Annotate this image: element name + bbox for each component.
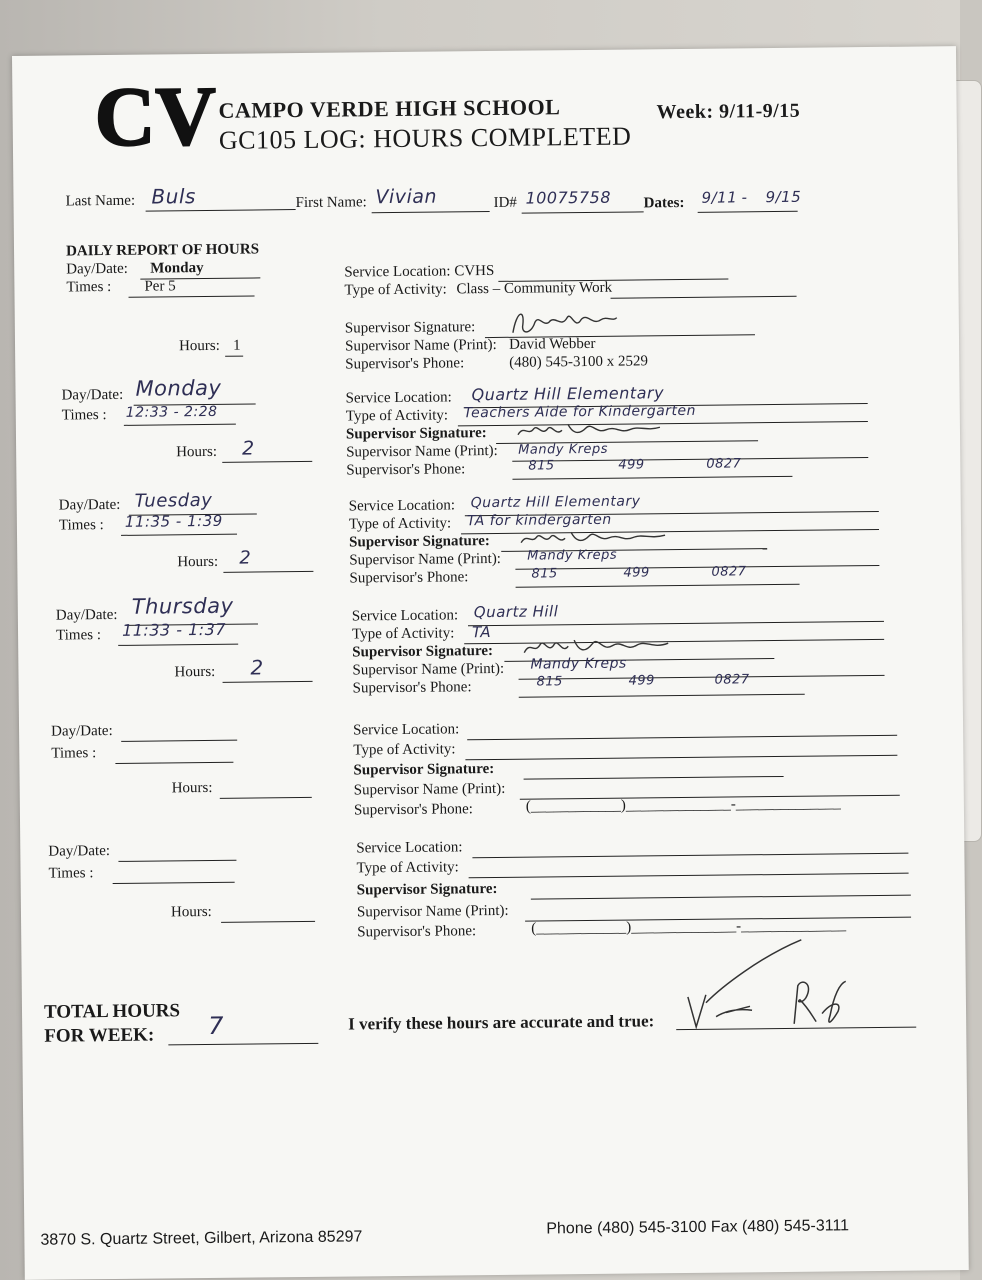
phone-area: 815 [531, 566, 558, 582]
date-from: 9/11 [701, 188, 738, 207]
supervisor-signature-label: Supervisor Signature: [356, 880, 498, 899]
supervisor-phone-label: Supervisor's Phone: [352, 679, 472, 697]
day-value: Monday [150, 260, 204, 277]
activity-label: Type of Activity: [356, 859, 459, 877]
supervisor-name-label: Supervisor Name (Print): [352, 660, 505, 679]
last-name-label: Last Name: [65, 192, 136, 210]
times-value: 12:33 - 2:28 [125, 403, 218, 421]
service-location-label: Service Location: [344, 263, 451, 281]
footer-address: 3870 S. Quartz Street, Gilbert, Arizona 85297 [40, 1228, 363, 1249]
student-signature [681, 935, 852, 1033]
phone-template: (____________)______________-______________ [531, 917, 847, 937]
times-label: Times : [51, 745, 97, 762]
supervisor-signature [509, 304, 619, 339]
supervisor-signature-label: Supervisor Signature: [349, 533, 490, 551]
service-location-value: Quartz Hill Elementary [470, 493, 641, 512]
hours-label: Hours: [177, 553, 219, 571]
times-label: Times : [55, 627, 102, 644]
phone-prefix: 499 [628, 673, 655, 689]
day-value: Tuesday [134, 489, 213, 512]
day-value: Thursday [131, 593, 234, 619]
day-date-label: Day/Date: [58, 496, 121, 514]
phone-area: 815 [536, 674, 563, 690]
activity-value: Teachers Aide for Kindergarten [463, 402, 697, 422]
service-location-label: Service Location: [348, 497, 456, 515]
supervisor-signature-label: Supervisor Signature: [352, 642, 494, 661]
service-location-value: Quartz Hill [473, 602, 559, 622]
service-location-value: CVHS [454, 262, 495, 280]
supervisor-signature-label: Supervisor Signature: [345, 425, 487, 443]
service-location-value: Quartz Hill Elementary [471, 383, 665, 405]
logo-text: CV [94, 69, 217, 165]
section-title: DAILY REPORT OF HOURS [65, 241, 260, 260]
week-label: Week: 9/11-9/15 [656, 99, 801, 124]
supervisor-signature-label: Supervisor Signature: [344, 319, 476, 337]
supervisor-name-value: Mandy Kreps [518, 441, 609, 458]
times-label: Times : [61, 407, 107, 424]
supervisor-name-label: Supervisor Name (Print): [344, 336, 497, 355]
phone-prefix: 499 [618, 457, 645, 473]
service-location-label: Service Location: [345, 389, 452, 407]
supervisor-phone-label: Supervisor's Phone: [346, 461, 466, 479]
activity-label: Type of Activity: [348, 515, 452, 533]
hours-label: Hours: [170, 903, 212, 921]
supervisor-name-value: Mandy Kreps [527, 547, 618, 564]
day-date-label: Day/Date: [48, 843, 111, 860]
activity-label: Type of Activity: [344, 281, 447, 299]
supervisor-name-value: David Webber [508, 335, 596, 353]
day-date-label: Day/Date: [55, 606, 118, 624]
first-name-label: First Name: [295, 194, 367, 212]
phone-template: (____________)______________-______________ [525, 795, 841, 815]
footer-phone-fax: Phone (480) 545-3100 Fax (480) 545-3111 [546, 1217, 850, 1238]
total-label-2: FOR WEEK: [44, 1024, 155, 1047]
activity-value: TA [471, 623, 492, 642]
hours-value: 2 [242, 437, 255, 460]
phone-line: 0827 [714, 672, 750, 688]
day-value: Monday [135, 375, 222, 401]
date-to: 9/15 [765, 187, 802, 207]
last-name-value: Buls [151, 184, 196, 209]
times-label: Times : [66, 278, 112, 296]
hours-label: Hours: [171, 779, 213, 797]
times-label: Times : [48, 865, 94, 882]
activity-label: Type of Activity: [353, 741, 456, 759]
times-value: 11:35 - 1:39 [124, 511, 223, 531]
supervisor-phone-label: Supervisor's Phone: [345, 355, 465, 373]
activity-label: Type of Activity: [345, 407, 449, 425]
phone-line: 0827 [706, 456, 742, 472]
activity-value: TA for kindergarten [466, 511, 612, 530]
hours-label: Hours: [174, 663, 216, 681]
day-date-label: Day/Date: [61, 386, 124, 404]
day-date-label: Day/Date: [66, 260, 128, 278]
supervisor-name-label: Supervisor Name (Print): [353, 780, 506, 799]
supervisor-name-label: Supervisor Name (Print): [349, 550, 502, 569]
first-name-value: Vivian [375, 185, 438, 209]
phone-area: 815 [528, 458, 555, 474]
supervisor-phone-label: Supervisor's Phone: [353, 801, 473, 819]
supervisor-signature [516, 419, 666, 443]
hours-value: 1 [232, 337, 241, 354]
supervisor-signature [519, 525, 669, 551]
times-label: Times : [58, 517, 104, 534]
phone-prefix: 499 [623, 565, 650, 581]
dates-label: Dates: [643, 194, 685, 212]
supervisor-phone-label: Supervisor's Phone: [357, 923, 477, 941]
supervisor-name-label: Supervisor Name (Print): [356, 902, 509, 921]
school-name: CAMPO VERDE HIGH SCHOOL [218, 94, 561, 123]
times-value: 11:33 - 1:37 [121, 619, 227, 640]
hours-label: Hours: [176, 443, 218, 461]
activity-value: Class – Community Work [456, 279, 613, 298]
total-value: 7 [208, 1011, 225, 1040]
service-location-label: Service Location: [351, 607, 459, 625]
verify-label: I verify these hours are accurate and true: [348, 1011, 655, 1034]
date-sep: - [741, 188, 748, 207]
service-location-label: Service Location: [352, 721, 460, 739]
times-value: Per 5 [144, 278, 176, 295]
hours-value: 2 [250, 655, 264, 680]
supervisor-name-value: Mandy Kreps [530, 655, 627, 673]
log-sheet [12, 46, 969, 1280]
log-title: GC105 LOG: HOURS COMPLETED [218, 121, 632, 155]
school-logo [92, 69, 217, 165]
day-date-label: Day/Date: [50, 722, 113, 740]
phone-line: 0827 [711, 564, 747, 580]
hours-label: Hours: [178, 337, 220, 355]
activity-label: Type of Activity: [351, 625, 455, 643]
supervisor-phone-label: Supervisor's Phone: [349, 569, 469, 587]
service-location-label: Service Location: [356, 839, 463, 857]
supervisor-name-label: Supervisor Name (Print): [346, 442, 498, 461]
total-label-1: TOTAL HOURS [43, 1000, 181, 1023]
supervisor-signature-label: Supervisor Signature: [353, 760, 495, 779]
supervisor-phone-value: (480) 545-3100 x 2529 [509, 353, 649, 371]
id-value: 10075758 [525, 187, 612, 208]
id-label: ID# [493, 194, 517, 211]
hours-value: 2 [239, 547, 252, 569]
